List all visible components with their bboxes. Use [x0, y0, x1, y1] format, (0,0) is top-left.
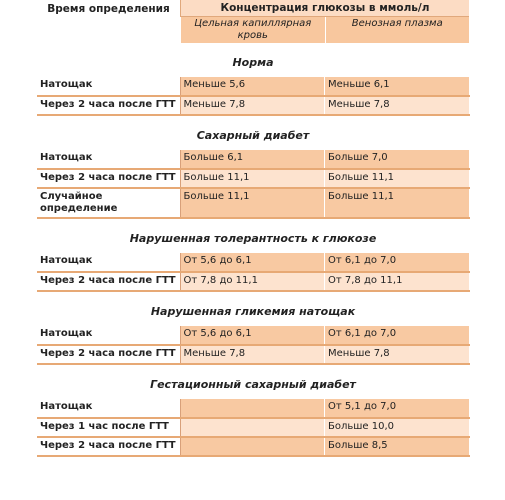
header-concentration	[180, 0, 469, 43]
table-row	[37, 150, 469, 169]
row-whole-blood-cell: Больше 11,1	[180, 188, 325, 218]
section-title: Нарушенная гликемия натощак	[150, 305, 356, 318]
table-row	[37, 326, 469, 345]
row-venous-plasma-cell: Меньше 6,1	[325, 77, 470, 96]
row-whole-blood-cell	[180, 399, 325, 418]
table-header	[37, 0, 469, 43]
row-venous-plasma-cell: От 5,1 до 7,0	[325, 399, 470, 418]
section-title: Нарушенная толерантность к глюкозе	[129, 232, 377, 245]
row-venous-plasma-cell: Больше 11,1	[325, 169, 470, 188]
row-whole-blood-cell	[180, 437, 325, 456]
row-time-cell: Через 2 часа после ГТТ	[37, 345, 180, 364]
section-title: Гестационный сахарный диабет	[150, 378, 356, 391]
table-row	[37, 77, 469, 96]
glucose-criteria-table	[37, 0, 469, 457]
row-whole-blood-cell: Меньше 7,8	[180, 345, 325, 364]
table-row	[37, 253, 469, 272]
header-concentration-label: Концентрация глюкозы в ммоль/л	[180, 0, 469, 17]
row-venous-plasma-cell: От 6,1 до 7,0	[325, 326, 470, 345]
table-row	[37, 188, 469, 218]
row-whole-blood-cell	[180, 418, 325, 437]
row-venous-plasma-cell: От 7,8 до 11,1	[325, 272, 470, 291]
table-row	[37, 272, 469, 291]
row-venous-plasma-cell: Меньше 7,8	[325, 96, 470, 115]
row-venous-plasma-cell: Больше 7,0	[325, 150, 470, 169]
row-time-cell: Случайное определение	[37, 188, 180, 218]
section-table	[37, 77, 470, 116]
section-table	[37, 399, 470, 457]
row-time-cell: Натощак	[37, 399, 180, 418]
header-venous-plasma-label: Венозная плазма	[325, 17, 470, 43]
table-row	[37, 418, 469, 437]
section-title: Норма	[232, 56, 274, 69]
row-venous-plasma-cell: Больше 10,0	[325, 418, 470, 437]
header-time-label: Время определения	[47, 3, 170, 15]
table-row	[37, 169, 469, 188]
row-venous-plasma-cell: Больше 8,5	[325, 437, 470, 456]
row-time-cell: Натощак	[37, 77, 180, 96]
row-time-cell: Через 1 час после ГТТ	[37, 418, 180, 437]
sections-container	[37, 43, 469, 457]
row-time-cell: Натощак	[37, 326, 180, 345]
table-row	[37, 437, 469, 456]
table-row	[37, 399, 469, 418]
row-whole-blood-cell: Меньше 7,8	[180, 96, 325, 115]
row-time-cell: Через 2 часа после ГТТ	[37, 169, 180, 188]
row-whole-blood-cell: От 5,6 до 6,1	[180, 253, 325, 272]
row-whole-blood-cell: Меньше 5,6	[180, 77, 325, 96]
row-whole-blood-cell: От 5,6 до 6,1	[180, 326, 325, 345]
row-time-cell: Натощак	[37, 150, 180, 169]
section-table	[37, 253, 470, 292]
table-row	[37, 96, 469, 115]
header-whole-blood-label: Цельная капиллярная кровь	[180, 17, 325, 43]
section-table	[37, 326, 470, 365]
row-time-cell: Через 2 часа после ГТТ	[37, 272, 180, 291]
row-whole-blood-cell: Больше 11,1	[180, 169, 325, 188]
row-venous-plasma-cell: Меньше 7,8	[325, 345, 470, 364]
section-table	[37, 150, 470, 219]
table-row	[37, 345, 469, 364]
row-venous-plasma-cell: От 6,1 до 7,0	[325, 253, 470, 272]
row-whole-blood-cell: От 7,8 до 11,1	[180, 272, 325, 291]
section-title: Сахарный диабет	[196, 129, 310, 142]
row-venous-plasma-cell: Больше 11,1	[325, 188, 470, 218]
row-time-cell: Через 2 часа после ГТТ	[37, 96, 180, 115]
row-time-cell: Натощак	[37, 253, 180, 272]
row-whole-blood-cell: Больше 6,1	[180, 150, 325, 169]
row-time-cell: Через 2 часа после ГТТ	[37, 437, 180, 456]
